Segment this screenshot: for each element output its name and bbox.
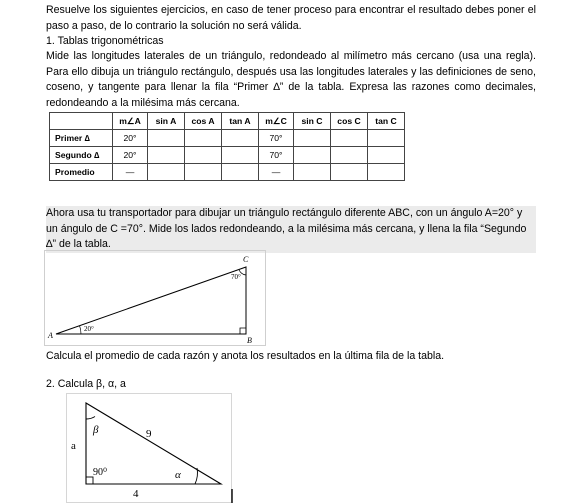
right-angle-mark: [86, 477, 93, 484]
cell-mA: —: [113, 164, 148, 181]
header-cell: m∠A: [113, 113, 148, 130]
vertex-c-label: C: [243, 255, 249, 264]
angle-beta-arc: [86, 417, 95, 420]
cell-sinC[interactable]: [294, 164, 331, 181]
side-a-label: a: [71, 440, 76, 452]
diagram-frame: [67, 394, 232, 503]
cell-mC: —: [259, 164, 294, 181]
paragraph-second-triangle: Ahora usa tu transportador para dibujar un triángulo rectángulo diferente ABC, con un ángulo A=20° y un ángulo de C =70°. Mide los lados redondeando, a la milésima más cercana, y llena la fila “Segundo ∆” de la tabla.: [46, 206, 536, 253]
base-label: 4: [133, 488, 139, 500]
cell-sinA[interactable]: [148, 147, 185, 164]
table-row: [50, 130, 405, 147]
table-header-row: [50, 113, 405, 130]
header-cell: sin A: [148, 113, 185, 130]
cell-mA[interactable]: 20°: [113, 147, 148, 164]
cell-tanA[interactable]: [222, 130, 259, 147]
cell-mA[interactable]: 20°: [113, 130, 148, 147]
triangle-beta-alpha-diagram: [66, 393, 246, 503]
header-cell: [50, 113, 113, 130]
table-row: [50, 164, 405, 181]
intro-text: Resuelve los siguientes ejercicios, en caso de tener proceso para encontrar el resultado debes poner el paso a paso, de lo contrario la solución no será válida.: [46, 4, 536, 32]
cell-tanC[interactable]: [368, 147, 405, 164]
angle-c-label: 70°: [231, 273, 241, 281]
cell-sinC[interactable]: [294, 130, 331, 147]
header-cell: cos C: [331, 113, 368, 130]
triangle-abc-diagram: [44, 250, 266, 346]
header-cell: sin C: [294, 113, 331, 130]
diagram-frame: [45, 251, 266, 346]
right-angle-mark: [240, 328, 246, 334]
cell-tanC[interactable]: [368, 130, 405, 147]
cell-cosC[interactable]: [331, 147, 368, 164]
angle-a-arc: [80, 326, 82, 335]
section1-title: 1. Tablas trigonométricas: [46, 35, 164, 47]
trig-table: [49, 112, 405, 181]
cell-cosC[interactable]: [331, 164, 368, 181]
cell-sinC[interactable]: [294, 147, 331, 164]
section1-instructions: Mide las longitudes laterales de un triángulo, redondeado al milímetro más cercano (usa una regla). Para ello dibuja un triángulo rectángulo, después usa las longitudes laterales y las definiciones de seno, coseno, y tangente para llenar la fila “Primer ∆” de la tabla. Expresa las razones como decimales, redondeando a la milésima más cercana.: [46, 50, 536, 109]
cell-mC[interactable]: 70°: [259, 147, 294, 164]
cell-tanA[interactable]: [222, 164, 259, 181]
cell-tanC[interactable]: [368, 164, 405, 181]
angle-beta-label: β: [93, 424, 99, 436]
triangle-abc: [56, 267, 246, 334]
cell-sinA[interactable]: [148, 130, 185, 147]
header-cell: tan C: [368, 113, 405, 130]
cell-cosC[interactable]: [331, 130, 368, 147]
hypotenuse-label: 9: [146, 428, 152, 440]
vertex-a-label: A: [48, 331, 53, 340]
cell-mC[interactable]: 70°: [259, 130, 294, 147]
row-label: Segundo ∆: [50, 147, 113, 164]
right-angle-label: 90⁰: [93, 467, 108, 478]
row-label: Promedio: [50, 164, 113, 181]
cell-cosA[interactable]: [185, 130, 222, 147]
header-cell: m∠C: [259, 113, 294, 130]
cell-sinA[interactable]: [148, 164, 185, 181]
cell-tanA[interactable]: [222, 147, 259, 164]
section2-title: 2. Calcula β, α, a: [46, 378, 126, 390]
header-cell: cos A: [185, 113, 222, 130]
angle-alpha-label: α: [175, 469, 181, 481]
vertex-b-label: B: [247, 336, 252, 345]
cell-cosA[interactable]: [185, 147, 222, 164]
paragraph-average: Calcula el promedio de cada razón y anota los resultados en la última fila de la tabla.: [46, 350, 445, 362]
cell-cosA[interactable]: [185, 164, 222, 181]
row-label: Primer ∆: [50, 130, 113, 147]
table-row: [50, 147, 405, 164]
header-cell: tan A: [222, 113, 259, 130]
angle-alpha-arc: [195, 468, 197, 484]
angle-a-label: 20°: [84, 325, 94, 333]
